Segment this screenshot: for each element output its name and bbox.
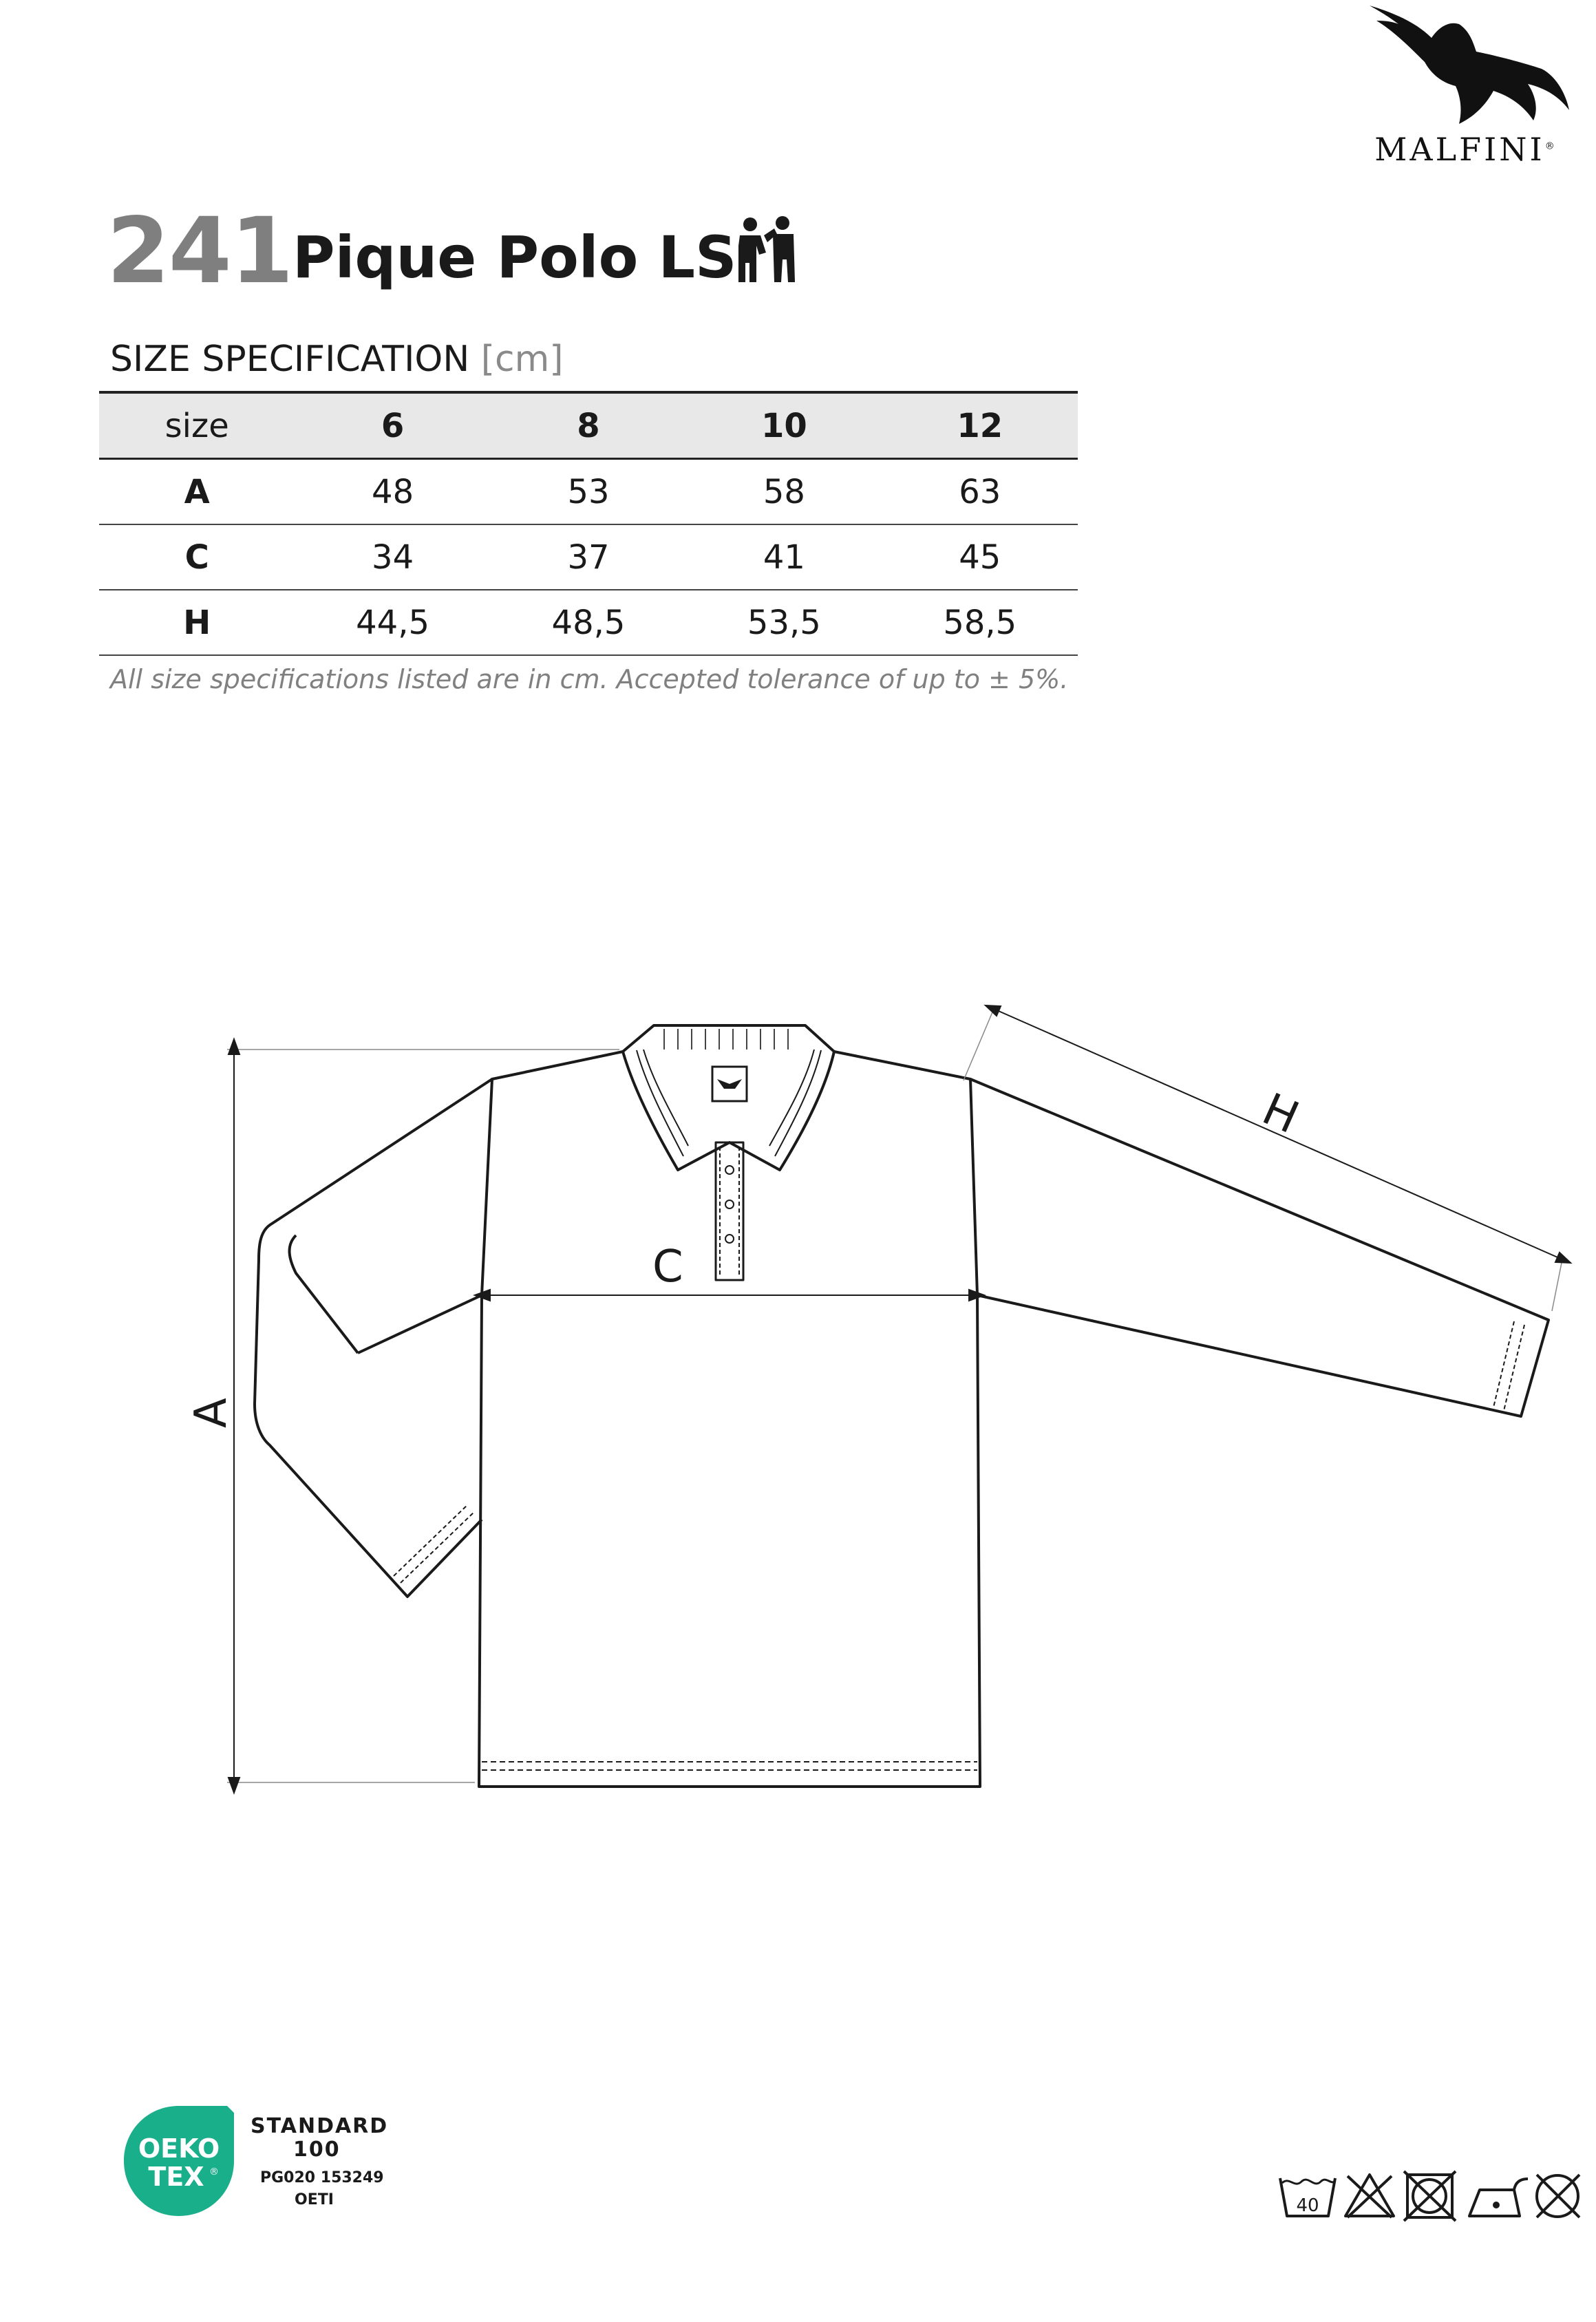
badge-text-oeko: OEKO [138, 2133, 220, 2164]
column-header: 10 [686, 392, 882, 459]
table-row [99, 459, 1078, 525]
table-cell: 37 [491, 524, 686, 590]
size-table [99, 391, 1078, 656]
product-name: Pique Polo LS [292, 224, 737, 291]
column-header: 12 [882, 392, 1078, 459]
row-label: C [99, 524, 295, 590]
column-header: 8 [491, 392, 686, 459]
table-cell: 45 [882, 524, 1078, 590]
oeko-standard-number: 100 [293, 2138, 341, 2162]
table-cell: 44,5 [295, 590, 490, 655]
badge-text-tex: TEX [148, 2162, 204, 2192]
oeko-institute: OETI [295, 2191, 334, 2208]
dimension-label-h: H [1255, 1084, 1306, 1144]
column-header: size [99, 392, 295, 459]
table-row [99, 524, 1078, 590]
table-row [99, 590, 1078, 655]
no-tumble-dry-icon [1404, 2171, 1456, 2221]
eagle-icon [1356, 0, 1576, 131]
wash-40-icon [1280, 2178, 1335, 2216]
table-cell: 48,5 [491, 590, 686, 655]
polo-body-outline [479, 1295, 980, 1787]
button-icon [725, 1235, 734, 1243]
badge-reg-mark: ® [209, 2166, 219, 2177]
table-cell: 58 [686, 459, 882, 525]
iron-low-icon [1469, 2179, 1528, 2216]
tolerance-note: All size specifications listed are in cm. Accepted tolerance of up to ± 5%. [110, 664, 1069, 694]
spec-heading: SIZE SPECIFICATION [cm] [110, 339, 564, 380]
left-sleeve-outline [255, 1079, 492, 1597]
malfini-logo [1349, 0, 1583, 172]
row-label: H [99, 590, 295, 655]
svg-text:40: 40 [1296, 2195, 1319, 2216]
table-cell: 48 [295, 459, 490, 525]
no-dry-clean-icon [1537, 2175, 1579, 2217]
polo-diagram [0, 950, 1596, 1817]
table-cell: 53,5 [686, 590, 882, 655]
button-icon [725, 1200, 734, 1208]
kids-icon [733, 215, 802, 286]
collar-outline [623, 1025, 834, 1052]
table-cell: 63 [882, 459, 1078, 525]
product-number: 241 [107, 198, 292, 304]
oeko-standard-text: STANDARD [251, 2114, 389, 2138]
brand-name: MALFINI® [1374, 131, 1557, 168]
oeko-tex-badge [124, 2106, 234, 2216]
table-cell: 58,5 [882, 590, 1078, 655]
table-header-row [99, 392, 1078, 459]
column-header: 6 [295, 392, 490, 459]
row-label: A [99, 459, 295, 525]
dimension-label-c: C [652, 1242, 683, 1292]
care-icons [1277, 2168, 1586, 2223]
table-cell: 41 [686, 524, 882, 590]
no-bleach-icon [1345, 2175, 1394, 2217]
button-icon [725, 1166, 734, 1174]
table-cell: 53 [491, 459, 686, 525]
oeko-certificate-number: PG020 153249 [260, 2169, 384, 2186]
dimension-label-a: A [186, 1398, 237, 1428]
table-cell: 34 [295, 524, 490, 590]
